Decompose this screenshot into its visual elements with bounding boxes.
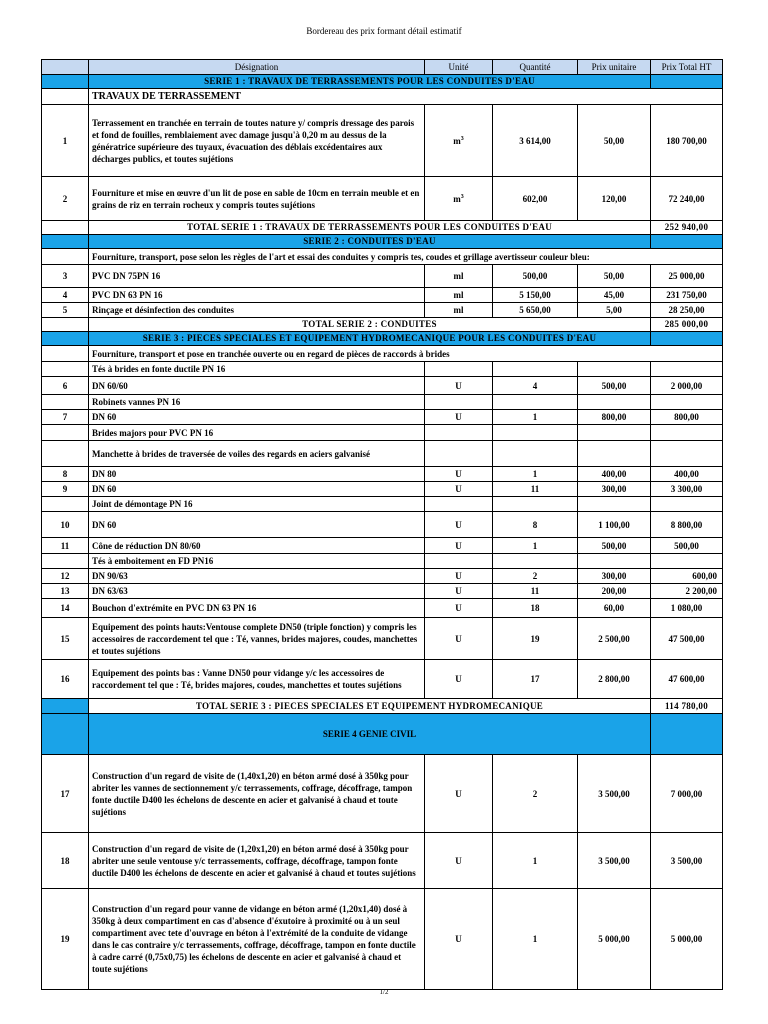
table-cell: 19 — [493, 618, 578, 660]
table-cell — [42, 441, 89, 467]
serie-2-total-row — [42, 318, 723, 332]
table-row — [42, 512, 723, 538]
group-row — [42, 425, 723, 441]
table-cell: 1 — [493, 410, 578, 425]
serie-3-title-row — [42, 332, 723, 346]
table-cell — [578, 554, 651, 569]
table-cell: DN 60 — [89, 482, 425, 497]
table-cell: 17 — [42, 755, 89, 833]
table-cell — [493, 441, 578, 467]
table-cell: 7 — [42, 410, 89, 425]
table-cell — [42, 362, 89, 377]
serie-2-total-label: TOTAL SERIE 2 : CONDUITES — [89, 318, 651, 332]
header-quantity: Quantité — [493, 60, 578, 75]
group-row — [42, 395, 723, 410]
table-cell — [425, 177, 493, 221]
table-row — [42, 410, 723, 425]
table-cell: 1 100,00 — [578, 512, 651, 538]
table-cell — [425, 554, 493, 569]
table-cell: U — [425, 538, 493, 554]
estimate-table — [41, 59, 723, 990]
serie-2-intro-row — [42, 249, 723, 265]
header-row — [42, 60, 723, 75]
table-row — [42, 538, 723, 554]
table-cell: 13 — [42, 584, 89, 599]
table-cell: 1 — [493, 889, 578, 990]
table-row — [42, 265, 723, 288]
table-row — [42, 377, 723, 395]
serie-2-total: 285 000,00 — [651, 318, 723, 332]
table-cell: Fourniture et mise en œuvre d'un lit de pose en sable de 10cm en terrain meuble et en grains de riz en terrain rocheux y compris toutes sujétions — [89, 177, 425, 221]
table-cell: 500,00 — [578, 538, 651, 554]
table-cell: 28 250,00 — [651, 303, 723, 318]
table-cell: 25 000,00 — [651, 265, 723, 288]
table-cell: 800,00 — [651, 410, 723, 425]
table-cell: U — [425, 569, 493, 584]
table-cell: 11 — [493, 584, 578, 599]
table-cell: 231 750,00 — [651, 288, 723, 303]
table-cell — [425, 425, 493, 441]
table-cell — [425, 105, 493, 177]
unit-text: 3 — [460, 193, 464, 200]
table-cell: PVC DN 63 PN 16 — [89, 288, 425, 303]
table-cell: DN 63/63 — [89, 584, 425, 599]
table-cell — [42, 714, 89, 755]
table-cell: 60,00 — [578, 599, 651, 618]
table-row — [42, 584, 723, 599]
table-row — [42, 303, 723, 318]
table-cell: 2 800,00 — [578, 660, 651, 699]
table-cell: 3 500,00 — [578, 833, 651, 889]
serie-2-title: SERIE 2 : CONDUITES D'EAU — [89, 235, 651, 249]
table-cell: U — [425, 660, 493, 699]
table-cell: Tés à emboitement en FD PN16 — [89, 554, 425, 569]
table-cell: Cône de réduction DN 80/60 — [89, 538, 425, 554]
table-row — [42, 660, 723, 699]
table-cell — [493, 497, 578, 512]
table-cell: U — [425, 584, 493, 599]
table-cell: U — [425, 512, 493, 538]
table-cell — [42, 318, 89, 332]
table-cell: 5,00 — [578, 303, 651, 318]
table-cell: U — [425, 410, 493, 425]
table-cell: 300,00 — [578, 569, 651, 584]
table-cell: 500,00 — [651, 538, 723, 554]
table-cell: 47 600,00 — [651, 660, 723, 699]
table-cell: Equipement des points bas : Vanne DN50 pour vidange y/c les accessoires de raccordement tel que : Té, brides majores, coudes, manchettes et toutes sujétions — [89, 660, 425, 699]
table-cell — [651, 395, 723, 410]
table-cell — [578, 497, 651, 512]
table-cell — [651, 714, 723, 755]
header-num — [42, 60, 89, 75]
group-row — [42, 497, 723, 512]
table-cell: 4 — [493, 377, 578, 395]
table-cell: 3 614,00 — [493, 105, 578, 177]
table-cell: 50,00 — [578, 105, 651, 177]
table-cell: 50,00 — [578, 265, 651, 288]
serie-1-title: SERIE 1 : TRAVAUX DE TERRASSEMENTS POUR LES CONDUITES D'EAU — [89, 75, 651, 89]
table-cell — [651, 332, 723, 346]
serie-1-total-label: TOTAL SERIE 1 : TRAVAUX DE TERRASSEMENTS POUR LES CONDUITES D'EAU — [89, 221, 651, 235]
table-row — [42, 889, 723, 990]
table-cell: 400,00 — [651, 467, 723, 482]
table-row — [42, 467, 723, 482]
table-cell: 11 — [493, 482, 578, 497]
table-cell: Rinçage et désinfection des conduites — [89, 303, 425, 318]
table-cell: 2 500,00 — [578, 618, 651, 660]
table-cell: 10 — [42, 512, 89, 538]
table-cell: 14 — [42, 599, 89, 618]
serie-1-subtitle: TRAVAUX DE TERRASSEMENT — [89, 89, 723, 105]
table-cell: Brides majors pour PVC PN 16 — [89, 425, 425, 441]
table-cell: 8 — [493, 512, 578, 538]
table-cell — [651, 362, 723, 377]
table-cell — [493, 554, 578, 569]
table-cell: DN 90/63 — [89, 569, 425, 584]
table-cell: 2 200,00 — [651, 584, 723, 599]
table-cell: U — [425, 755, 493, 833]
table-cell: 800,00 — [578, 410, 651, 425]
table-cell — [651, 235, 723, 249]
table-cell — [425, 395, 493, 410]
table-cell: PVC DN 75PN 16 — [89, 265, 425, 288]
table-row — [42, 288, 723, 303]
table-cell: DN 60/60 — [89, 377, 425, 395]
table-cell: 9 — [42, 482, 89, 497]
table-cell: 18 — [493, 599, 578, 618]
table-cell — [42, 497, 89, 512]
table-cell — [578, 362, 651, 377]
table-cell — [651, 497, 723, 512]
table-cell: 19 — [42, 889, 89, 990]
table-cell: 3 — [42, 265, 89, 288]
serie-1-subtitle-row — [42, 89, 723, 105]
serie-3-total-label: TOTAL SERIE 3 : PIECES SPECIALES ET EQUIPEMENT HYDROMECANIQUE — [89, 699, 651, 714]
table-cell: Construction d'un regard de visite de (1,20x1,20) en béton armé dosé à 350kg pour abriter une seule ventouse y/c terrassements, coffrage, décoffrage, tampon fonte ductile D400 les échelons de descente en acier et galvanisé à chaud et toutes sujétions — [89, 833, 425, 889]
table-cell: 45,00 — [578, 288, 651, 303]
table-cell: Equipement des points hauts:Ventouse complete DN50 (triple fonction) y compris les accessoires de raccordement tel que : Té, vannes, brides majores, coudes, manchettes et toutes sujétions — [89, 618, 425, 660]
table-cell: Joint de démontage PN 16 — [89, 497, 425, 512]
header-total-price: Prix Total HT — [651, 60, 723, 75]
table-cell — [425, 362, 493, 377]
table-cell: 1 080,00 — [651, 599, 723, 618]
table-cell: 8 800,00 — [651, 512, 723, 538]
serie-3-total: 114 780,00 — [651, 699, 723, 714]
serie-1-total-row — [42, 221, 723, 235]
table-cell: ml — [425, 303, 493, 318]
table-row — [42, 105, 723, 177]
table-cell: 1 — [42, 105, 89, 177]
table-cell: 400,00 — [578, 467, 651, 482]
table-cell: 5 000,00 — [651, 889, 723, 990]
table-cell: 3 500,00 — [578, 755, 651, 833]
header-designation: Désignation — [89, 60, 425, 75]
serie-3-title: SERIE 3 : PIECES SPECIALES ET EQUIPEMENT HYDROMECANIQUE POUR LES CONDUITES D'EAU — [89, 332, 651, 346]
table-cell: Manchette à brides de traversée de voiles des regards en aciers galvanisé — [89, 441, 425, 467]
table-cell: 8 — [42, 467, 89, 482]
table-cell: DN 60 — [89, 410, 425, 425]
document-title: Bordereau des prix formant détail estimatif — [306, 26, 462, 36]
table-cell: 18 — [42, 833, 89, 889]
table-cell: 5 650,00 — [493, 303, 578, 318]
table-cell: Terrassement en tranchée en terrain de toutes nature y/ compris dressage des parois et fond de fouilles, remblaiement avec damage jusqu'à 0,20 m au dessus de la génératrice supérieure des tuyaux, évacuation des déblais excédentaires aux décharges publics, et toutes sujétions — [89, 105, 425, 177]
table-cell — [42, 75, 89, 89]
table-cell: 2 — [493, 755, 578, 833]
table-cell — [578, 395, 651, 410]
table-row — [42, 177, 723, 221]
table-cell: 500,00 — [578, 377, 651, 395]
table-cell: 11 — [42, 538, 89, 554]
table-cell: 300,00 — [578, 482, 651, 497]
serie-1-total: 252 940,00 — [651, 221, 723, 235]
table-cell: 5 150,00 — [493, 288, 578, 303]
table-row — [42, 755, 723, 833]
table-cell: U — [425, 467, 493, 482]
table-cell — [42, 425, 89, 441]
unit-text: 3 — [460, 135, 464, 142]
table-cell: 2 — [493, 569, 578, 584]
table-row — [42, 599, 723, 618]
table-cell: 7 000,00 — [651, 755, 723, 833]
table-cell: 120,00 — [578, 177, 651, 221]
serie-3-intro: Fourniture, transport et pose en tranchée ouverte ou en regard de pièces de raccords à brides — [89, 346, 723, 362]
header-unit-price: Prix unitaire — [578, 60, 651, 75]
table-cell: ml — [425, 288, 493, 303]
table-cell — [493, 362, 578, 377]
table-cell — [42, 332, 89, 346]
table-cell: 3 300,00 — [651, 482, 723, 497]
table-cell — [578, 441, 651, 467]
table-cell — [42, 346, 89, 362]
table-cell: DN 60 — [89, 512, 425, 538]
unit-text: m — [453, 193, 461, 204]
table-cell — [42, 221, 89, 235]
serie-2-intro: Fourniture, transport, pose selon les règles de l'art et essai des conduites y compris tes, coudes et grillage avertisseur couleur bleu: — [89, 249, 723, 265]
table-cell — [578, 425, 651, 441]
table-cell: 1 — [493, 538, 578, 554]
table-cell — [425, 441, 493, 467]
table-cell: U — [425, 377, 493, 395]
table-cell: 200,00 — [578, 584, 651, 599]
group-row — [42, 554, 723, 569]
table-cell: 3 500,00 — [651, 833, 723, 889]
table-cell — [42, 235, 89, 249]
table-row — [42, 482, 723, 497]
table-cell: 17 — [493, 660, 578, 699]
serie-3-intro-row — [42, 346, 723, 362]
table-cell: 602,00 — [493, 177, 578, 221]
serie-4-title-row — [42, 714, 723, 755]
table-row — [42, 569, 723, 584]
table-cell: Bouchon d'extrémite en PVC DN 63 PN 16 — [89, 599, 425, 618]
table-cell: DN 80 — [89, 467, 425, 482]
table-cell: Construction d'un regard pour vanne de vidange en béton armé (1,20x1,40) dosé à 350kg à deux compartiment en cas d'absence d'éxutoire à proximité ou à un seul compartiment avec tete d'ouvrage en béton à l'extrémité de la conduite de vidange dans le cas contraire y/c terrassements, coffrage, décoffrage, tampon en fonte ductile à cadre carré (0,75x0,75) les échelons de descente en acier et galvanisé à chaud et toute sujétions — [89, 889, 425, 990]
table-cell: 4 — [42, 288, 89, 303]
table-cell: 12 — [42, 569, 89, 584]
table-cell: 180 700,00 — [651, 105, 723, 177]
table-cell — [42, 554, 89, 569]
table-cell: 47 500,00 — [651, 618, 723, 660]
table-cell: 1 — [493, 467, 578, 482]
header-unit: Unité — [425, 60, 493, 75]
table-cell — [493, 395, 578, 410]
table-cell — [42, 395, 89, 410]
serie-3-total-row — [42, 699, 723, 714]
table-cell: 1 — [493, 833, 578, 889]
table-cell: 72 240,00 — [651, 177, 723, 221]
table-cell: 2 — [42, 177, 89, 221]
table-cell: 16 — [42, 660, 89, 699]
table-cell: 6 — [42, 377, 89, 395]
group-row — [42, 441, 723, 467]
table-cell: 500,00 — [493, 265, 578, 288]
table-cell: Robinets vannes PN 16 — [89, 395, 425, 410]
serie-1-title-row — [42, 75, 723, 89]
unit-text: m — [453, 135, 461, 146]
table-cell: 2 000,00 — [651, 377, 723, 395]
table-cell: 15 — [42, 618, 89, 660]
table-cell: Tés à brides en fonte ductile PN 16 — [89, 362, 425, 377]
table-cell: ml — [425, 265, 493, 288]
table-cell: U — [425, 482, 493, 497]
table-cell — [493, 425, 578, 441]
table-cell: 600,00 — [651, 569, 723, 584]
serie-2-title-row — [42, 235, 723, 249]
table-cell — [42, 249, 89, 265]
table-cell — [651, 425, 723, 441]
table-cell — [42, 699, 89, 714]
table-cell: U — [425, 889, 493, 990]
table-cell — [425, 497, 493, 512]
group-row — [42, 362, 723, 377]
table-cell: 5 000,00 — [578, 889, 651, 990]
table-cell: U — [425, 833, 493, 889]
table-cell: U — [425, 599, 493, 618]
table-cell: Construction d'un regard de visite de (1,40x1,20) en béton armé dosé à 350kg pour abriter les vannes de sectionnement y/c terrassements, coffrage, décoffrage, tampon fonte ductile D400 les échelons de descente en acier et galvanisé à chaud et toute sujétions — [89, 755, 425, 833]
table-row — [42, 618, 723, 660]
table-cell — [42, 89, 89, 105]
table-cell: U — [425, 618, 493, 660]
table-row — [42, 833, 723, 889]
table-cell — [651, 75, 723, 89]
table-cell — [651, 554, 723, 569]
table-cell — [651, 441, 723, 467]
serie-4-title: SERIE 4 GENIE CIVIL — [89, 714, 651, 755]
page-number: 1/2 — [379, 988, 389, 996]
table-cell: 5 — [42, 303, 89, 318]
